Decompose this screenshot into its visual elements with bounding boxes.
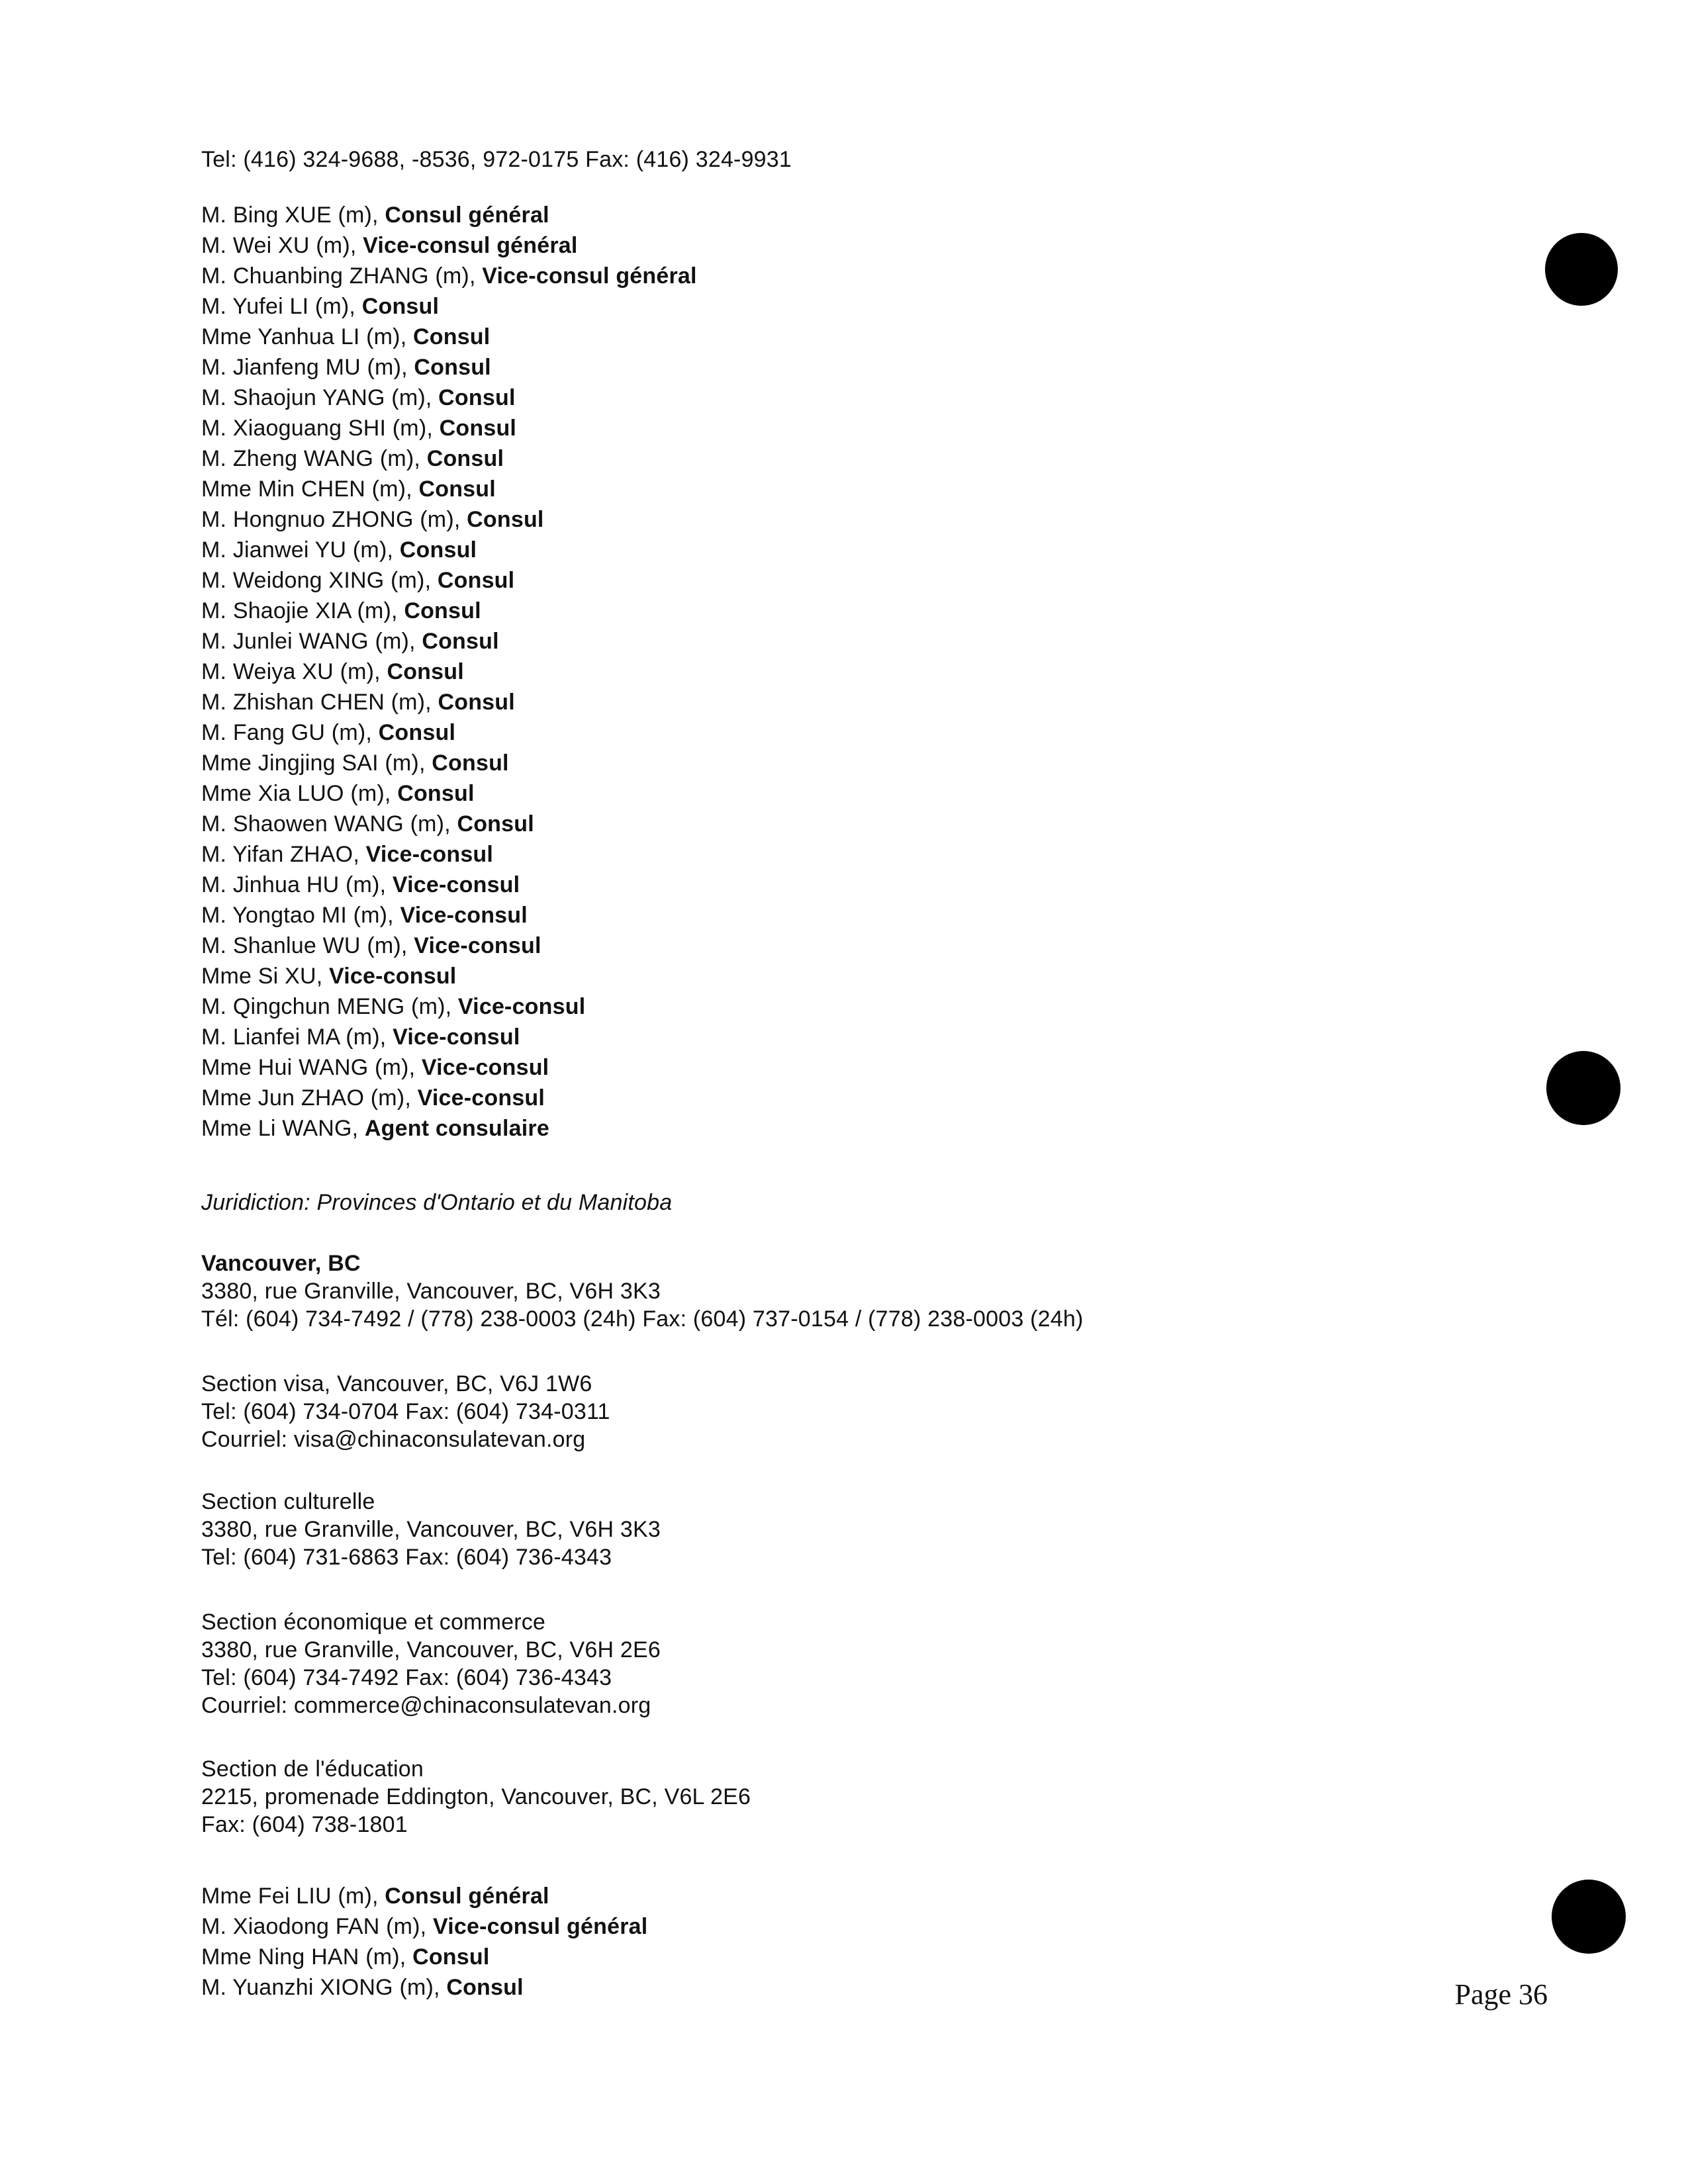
culture-section: [201, 1488, 1525, 1571]
staff-entry: M. Fang GU (m), Consul: [201, 720, 456, 745]
staff-entry: M. Zheng WANG (m), Consul: [201, 446, 504, 471]
staff-entry: Mme Si XU, Vice-consul: [201, 964, 457, 989]
economic-section-email: Courriel: commerce@chinaconsulatevan.org: [201, 1693, 651, 1718]
staff-entry: M. Xiaodong FAN (m), Vice-consul général: [201, 1914, 648, 1939]
staff-entry: Mme Jingjing SAI (m), Consul: [201, 751, 509, 776]
staff-entry: M. Yufei LI (m), Consul: [201, 294, 440, 319]
education-section: [201, 1755, 1525, 1839]
jurisdiction-note: Juridiction: Provinces d'Ontario et du Manitoba: [201, 1190, 673, 1215]
staff-entry: M. Weidong XING (m), Consul: [201, 568, 515, 593]
staff-entry: Mme Li WANG, Agent consulaire: [201, 1116, 549, 1141]
staff-entry: M. Lianfei MA (m), Vice-consul: [201, 1024, 520, 1050]
staff-entry: M. Xiaoguang SHI (m), Consul: [201, 416, 517, 441]
vancouver-header-block: [201, 1250, 1525, 1333]
staff-entry: Mme Hui WANG (m), Vice-consul: [201, 1055, 549, 1080]
staff-entry: M. Yongtao MI (m), Vice-consul: [201, 903, 528, 928]
punch-hole-top: [1545, 233, 1618, 306]
visa-section-tel: Tel: (604) 734-0704 Fax: (604) 734-0311: [201, 1399, 610, 1424]
staff-entry: Mme Yanhua LI (m), Consul: [201, 324, 491, 349]
toronto-staff-list: [201, 200, 1525, 1144]
staff-entry: Mme Fei LIU (m), Consul général: [201, 1884, 549, 1909]
vancouver-staff-list: [201, 1881, 1525, 2003]
toronto-tel-block: [201, 144, 1525, 175]
staff-entry: M. Hongnuo ZHONG (m), Consul: [201, 507, 544, 532]
staff-entry: M. Shaojun YANG (m), Consul: [201, 385, 516, 410]
vancouver-heading: Vancouver, BC: [201, 1251, 361, 1276]
visa-section-title: Section visa, Vancouver, BC, V6J 1W6: [201, 1371, 592, 1396]
toronto-jurisdiction: [201, 1187, 1525, 1218]
economic-section-address: 3380, rue Granville, Vancouver, BC, V6H 2E6: [201, 1637, 661, 1662]
staff-entry: M. Qingchun MENG (m), Vice-consul: [201, 994, 586, 1019]
staff-entry: Mme Min CHEN (m), Consul: [201, 477, 496, 502]
staff-entry: M. Jianwei YU (m), Consul: [201, 537, 477, 563]
economic-section: [201, 1608, 1525, 1719]
economic-section-tel: Tel: (604) 734-7492 Fax: (604) 736-4343: [201, 1665, 612, 1690]
staff-entry: M. Zhishan CHEN (m), Consul: [201, 690, 515, 715]
education-section-fax: Fax: (604) 738-1801: [201, 1812, 408, 1837]
staff-entry: M. Weiya XU (m), Consul: [201, 659, 464, 684]
culture-section-tel: Tel: (604) 731-6863 Fax: (604) 736-4343: [201, 1545, 612, 1570]
staff-entry: M. Wei XU (m), Vice-consul général: [201, 233, 578, 258]
culture-section-address: 3380, rue Granville, Vancouver, BC, V6H 3K3: [201, 1517, 661, 1542]
visa-section: [201, 1370, 1525, 1453]
staff-entry: M. Jinhua HU (m), Vice-consul: [201, 872, 520, 897]
staff-entry: M. Shanlue WU (m), Vice-consul: [201, 933, 541, 958]
vancouver-address: 3380, rue Granville, Vancouver, BC, V6H 3K3: [201, 1279, 661, 1304]
staff-entry: Mme Xia LUO (m), Consul: [201, 781, 475, 806]
staff-entry: M. Bing XUE (m), Consul général: [201, 203, 549, 228]
visa-section-email: Courriel: visa@chinaconsulatevan.org: [201, 1427, 586, 1452]
staff-entry: M. Jianfeng MU (m), Consul: [201, 355, 491, 380]
education-section-title: Section de l'éducation: [201, 1756, 424, 1782]
staff-entry: M. Yifan ZHAO, Vice-consul: [201, 842, 494, 867]
vancouver-tel: Tél: (604) 734-7492 / (778) 238-0003 (24h) Fax: (604) 737-0154 / (778) 238-0003 (24h): [201, 1306, 1084, 1332]
culture-section-title: Section culturelle: [201, 1489, 375, 1514]
staff-entry: M. Shaowen WANG (m), Consul: [201, 811, 534, 837]
staff-entry: Mme Jun ZHAO (m), Vice-consul: [201, 1085, 545, 1111]
staff-entry: M. Junlei WANG (m), Consul: [201, 629, 499, 654]
staff-entry: Mme Ning HAN (m), Consul: [201, 1944, 490, 1970]
economic-section-title: Section économique et commerce: [201, 1610, 546, 1635]
staff-entry: M. Shaojie XIA (m), Consul: [201, 598, 481, 623]
staff-entry: M. Yuanzhi XIONG (m), Consul: [201, 1975, 524, 2000]
toronto-tel-line: Tel: (416) 324-9688, -8536, 972-0175 Fax: (416) 324-9931: [201, 147, 792, 172]
education-section-address: 2215, promenade Eddington, Vancouver, BC, V6L 2E6: [201, 1784, 751, 1809]
page-number: Page 36: [1454, 1978, 1548, 2011]
punch-hole-middle: [1546, 1051, 1620, 1125]
punch-hole-bottom: [1552, 1880, 1626, 1954]
staff-entry: M. Chuanbing ZHANG (m), Vice-consul général: [201, 263, 697, 289]
